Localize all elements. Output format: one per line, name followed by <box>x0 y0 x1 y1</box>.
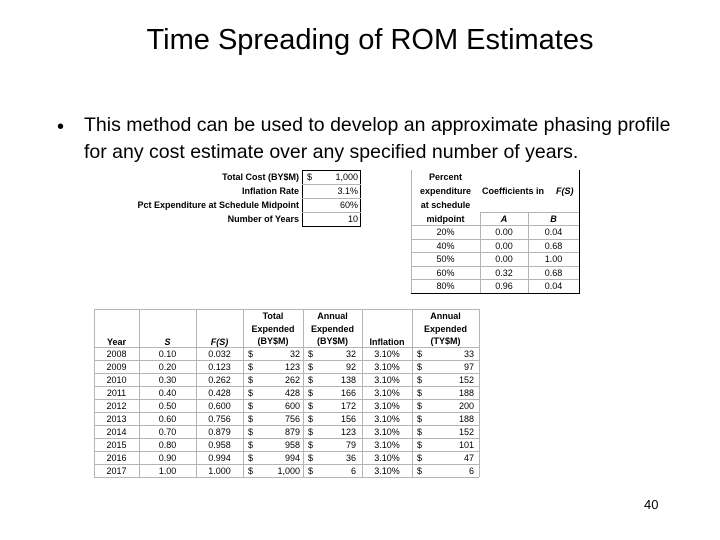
input-prefix: $ <box>307 172 313 182</box>
cell-dollar: $ <box>248 466 254 476</box>
cell-fs: 0.032 <box>208 349 231 359</box>
coef-border <box>579 170 580 294</box>
coef-border <box>411 293 580 294</box>
coef-grid-line <box>411 252 579 253</box>
cell-annual: 156 <box>340 414 356 424</box>
main-grid-line <box>94 309 479 310</box>
main-grid-line <box>94 464 479 465</box>
cell-dollar: $ <box>417 349 423 359</box>
cell-s: 0.60 <box>158 414 177 424</box>
cell-inflation: 3.10% <box>374 414 400 424</box>
cell-annual-ty: 200 <box>458 401 474 411</box>
cell-dollar: $ <box>417 388 423 398</box>
input-value: 60% <box>339 200 358 210</box>
col-header-annual: Expended <box>310 323 354 334</box>
cell-fs: 1.000 <box>208 466 231 476</box>
cell-annual: 36 <box>345 453 356 463</box>
cell-s: 0.80 <box>158 440 177 450</box>
cell-dollar: $ <box>308 427 314 437</box>
coef-grid-line <box>411 266 579 267</box>
coef-a: 0.32 <box>495 267 513 278</box>
coef-grid-line <box>528 212 529 293</box>
col-header-total: (BY$M) <box>257 336 289 346</box>
coef-b: 0.68 <box>544 267 563 278</box>
cell-fs: 0.123 <box>208 362 231 372</box>
coef-col-a: A <box>500 214 508 224</box>
main-grid-line <box>139 309 140 477</box>
col-header-annual: Annual <box>317 311 348 321</box>
col-header-s: S <box>164 337 171 347</box>
main-grid-line <box>94 438 479 439</box>
main-grid-line <box>94 412 479 413</box>
cell-inflation: 3.10% <box>374 466 400 476</box>
coef-header-fs: F(S) <box>556 186 574 196</box>
main-grid-line <box>303 309 304 477</box>
cell-annual: 32 <box>345 349 356 359</box>
cell-dollar: $ <box>308 401 314 411</box>
input-grid-line <box>302 212 361 213</box>
coef-grid-line <box>411 279 579 280</box>
col-header-fs: F(S) <box>210 337 229 347</box>
cell-dollar: $ <box>248 401 254 411</box>
main-grid-line <box>94 451 479 452</box>
main-grid-line <box>94 373 479 374</box>
cell-total: 600 <box>284 401 300 411</box>
col-header-annual-ty: Annual <box>430 311 461 321</box>
coef-a: 0.00 <box>495 240 513 251</box>
coef-a: 0.96 <box>495 281 513 292</box>
input-label: Number of Years <box>227 214 299 224</box>
cell-dollar: $ <box>417 362 423 372</box>
cell-dollar: $ <box>248 427 254 437</box>
cell-inflation: 3.10% <box>374 375 400 385</box>
bullet-dot-icon: • <box>57 116 65 138</box>
main-grid-line <box>94 347 479 348</box>
cell-dollar: $ <box>248 375 254 385</box>
col-header-annual-ty: Expended <box>423 323 467 334</box>
cell-fs: 0.600 <box>208 401 231 411</box>
input-label: Inflation Rate <box>241 186 299 196</box>
input-label: Pct Expenditure at Schedule Midpoint <box>137 200 299 210</box>
cell-annual-ty: 6 <box>468 466 474 476</box>
cell-dollar: $ <box>417 440 423 450</box>
coef-col-b: B <box>550 214 557 224</box>
cell-year: 2013 <box>106 414 127 424</box>
cell-dollar: $ <box>308 375 314 385</box>
cell-year: 2014 <box>106 427 127 437</box>
cell-annual: 138 <box>340 375 356 385</box>
coef-pct: 80% <box>436 281 455 292</box>
cell-s: 0.40 <box>158 388 177 398</box>
cell-dollar: $ <box>308 440 314 450</box>
cell-year: 2017 <box>106 466 127 476</box>
cell-dollar: $ <box>417 375 423 385</box>
cell-total: 756 <box>284 414 300 424</box>
input-label: Total Cost (BY$M) <box>222 172 299 182</box>
input-grid-line <box>302 198 361 199</box>
main-grid-line <box>479 309 480 477</box>
cell-annual: 92 <box>345 362 356 372</box>
cell-annual-ty: 47 <box>463 453 474 463</box>
cell-total: 262 <box>284 375 300 385</box>
cell-s: 0.70 <box>158 427 177 437</box>
input-value: 3.1% <box>337 186 358 196</box>
cell-total: 958 <box>284 440 300 450</box>
col-header-annual: (BY$M) <box>317 336 348 346</box>
cell-s: 0.20 <box>158 362 177 372</box>
coef-grid-line <box>411 225 579 226</box>
col-header-inflation: Inflation <box>369 337 405 347</box>
coef-a: 0.00 <box>495 254 513 265</box>
coef-b: 0.04 <box>544 227 563 237</box>
cell-dollar: $ <box>417 401 423 411</box>
cell-s: 0.10 <box>158 349 177 359</box>
cell-annual-ty: 188 <box>458 414 474 424</box>
cell-dollar: $ <box>248 349 254 359</box>
cell-annual: 172 <box>340 401 356 411</box>
cell-annual: 79 <box>345 440 356 450</box>
cell-dollar: $ <box>308 388 314 398</box>
cell-inflation: 3.10% <box>374 440 400 450</box>
main-grid-line <box>94 425 479 426</box>
cell-dollar: $ <box>308 349 314 359</box>
coef-header-text: Percent <box>428 172 463 182</box>
cell-total: 32 <box>289 349 300 359</box>
col-header-total: Expended <box>251 323 295 334</box>
cell-inflation: 3.10% <box>374 453 400 463</box>
cell-total: 123 <box>284 362 300 372</box>
cell-annual: 166 <box>340 388 356 398</box>
cell-s: 1.00 <box>158 466 177 476</box>
input-box-line <box>302 170 361 171</box>
col-header-annual-ty: (TY$M) <box>430 336 461 346</box>
cell-total: 428 <box>284 388 300 398</box>
cell-inflation: 3.10% <box>374 349 400 359</box>
cell-fs: 0.958 <box>208 440 231 450</box>
cell-year: 2015 <box>106 440 127 450</box>
cell-s: 0.30 <box>158 375 177 385</box>
cell-fs: 0.756 <box>208 414 231 424</box>
coef-grid-line <box>411 239 579 240</box>
cell-year: 2016 <box>106 453 127 463</box>
coef-grid-line <box>411 170 412 293</box>
page-number: 40 <box>644 497 659 512</box>
cell-year: 2008 <box>106 349 127 359</box>
cell-annual-ty: 97 <box>463 362 474 372</box>
cell-s: 0.90 <box>158 453 177 463</box>
coef-header-text: at schedule <box>420 200 471 210</box>
cell-inflation: 3.10% <box>374 401 400 411</box>
cell-annual: 6 <box>350 466 356 476</box>
coef-grid-line <box>480 212 481 293</box>
cell-dollar: $ <box>417 414 423 424</box>
cell-dollar: $ <box>308 414 314 424</box>
cell-dollar: $ <box>248 414 254 424</box>
input-value: 10 <box>347 214 358 224</box>
cell-dollar: $ <box>248 388 254 398</box>
cell-total: 1,000 <box>277 466 300 476</box>
coef-b: 1.00 <box>544 254 563 265</box>
cell-total: 994 <box>284 453 300 463</box>
coef-pct: 60% <box>436 267 455 278</box>
main-grid-line <box>94 360 479 361</box>
main-grid-line <box>94 477 479 478</box>
cell-dollar: $ <box>417 427 423 437</box>
cell-dollar: $ <box>308 362 314 372</box>
cell-inflation: 3.10% <box>374 388 400 398</box>
cell-annual-ty: 152 <box>458 427 474 437</box>
coef-grid-line <box>480 212 579 213</box>
cell-fs: 0.879 <box>208 427 231 437</box>
main-grid-line <box>94 386 479 387</box>
cell-fs: 0.262 <box>208 375 231 385</box>
cell-annual-ty: 188 <box>458 388 474 398</box>
main-grid-line <box>362 309 363 477</box>
coef-pct: 40% <box>436 240 455 251</box>
cell-annual: 123 <box>340 427 356 437</box>
cell-dollar: $ <box>308 466 314 476</box>
cell-fs: 0.994 <box>208 453 231 463</box>
cell-fs: 0.428 <box>208 388 231 398</box>
coef-header-text: midpoint <box>426 214 465 224</box>
main-grid-line <box>243 309 244 477</box>
coef-pct: 20% <box>436 227 455 237</box>
cell-year: 2009 <box>106 362 127 372</box>
slide-title: Time Spreading of ROM Estimates <box>146 24 594 56</box>
coef-pct: 50% <box>436 254 455 265</box>
coef-header-main: Coefficients in <box>482 186 545 196</box>
cell-total: 879 <box>284 427 300 437</box>
cell-dollar: $ <box>248 440 254 450</box>
main-grid-line <box>94 309 95 477</box>
col-header-year: Year <box>106 337 127 347</box>
cell-dollar: $ <box>417 466 423 476</box>
input-box-line <box>302 226 361 227</box>
cell-year: 2012 <box>106 401 127 411</box>
main-grid-line <box>94 399 479 400</box>
cell-dollar: $ <box>308 453 314 463</box>
cell-inflation: 3.10% <box>374 427 400 437</box>
cell-dollar: $ <box>248 453 254 463</box>
col-header-total: Total <box>262 311 284 321</box>
input-value: 1,000 <box>335 172 358 182</box>
cell-dollar: $ <box>417 453 423 463</box>
coef-header-text: expenditure <box>419 186 471 196</box>
cell-annual-ty: 101 <box>458 440 474 450</box>
coef-a: 0.00 <box>495 227 513 237</box>
input-grid-line <box>302 184 361 185</box>
bullet-text: This method can be used to develop an approximate phasing profile for any cost estimate over any specified number of years. <box>84 114 671 163</box>
main-grid-line <box>196 309 197 477</box>
cell-year: 2010 <box>106 375 127 385</box>
cell-annual-ty: 152 <box>458 375 474 385</box>
cell-dollar: $ <box>248 362 254 372</box>
cell-inflation: 3.10% <box>374 362 400 372</box>
cell-s: 0.50 <box>158 401 177 411</box>
cell-annual-ty: 33 <box>463 349 474 359</box>
coef-b: 0.04 <box>544 281 563 292</box>
main-grid-line <box>412 309 413 477</box>
cell-year: 2011 <box>106 388 127 398</box>
coef-b: 0.68 <box>544 240 563 251</box>
